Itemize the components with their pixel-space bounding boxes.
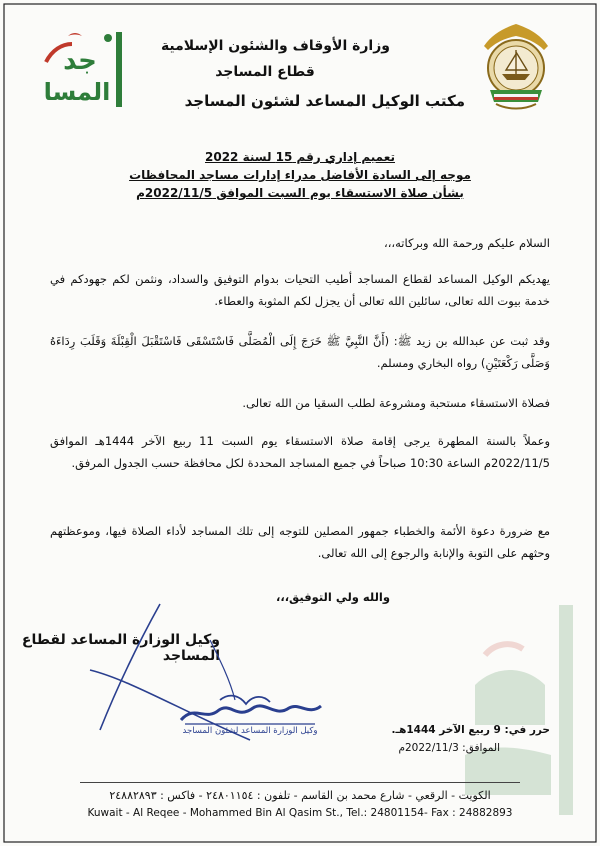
greeting: السلام عليكم ورحمة الله وبركاته،،، [384, 236, 550, 250]
stamp-caption: وكيل الوزارة المساعد لشئون المساجد [182, 726, 318, 736]
hijri-date: حرر في: 9 ربيع الآخر 1444هـ. [391, 724, 550, 736]
paragraph-hadith: وقد ثبت عن عبدالله بن زيد ﷺ: (أَنَّ النَّبِيَّ ﷺ خَرَجَ إِلَى الْمُصَلَّى فَاسْتَسْقَى فَاسْتَقْبَلَ الْقِبْلَةَ وَقَلَبَ رِدَاءَهُ وَصَلَّى رَكْعَتَيْنِ) رواه البخاري ومسلم. [50, 334, 550, 370]
official-stamp [175, 700, 325, 740]
logo-word-top: جد [63, 46, 97, 76]
kuwait-emblem-icon [478, 20, 554, 114]
footer-address-english: Kuwait - Al Reqee - Mohammed Bin Al Qasim St., Tel.: 24801154- Fax : 24882893 [87, 807, 513, 819]
closing-phrase: والله ولي التوفيق،،، [275, 590, 390, 604]
signatory-title: وكيل الوزارة المساعد لقطاع المساجد [21, 632, 220, 664]
paragraph-ruling: فصلاة الاستسقاء مستحبة ومشروعة لطلب السقيا من الله تعالى. [242, 396, 550, 410]
footer-divider [80, 782, 520, 783]
ministry-name: وزارة الأوقاف والشئون الإسلامية [160, 38, 390, 54]
paragraph-instruction: وعملاً بالسنة المطهرة يرجى إقامة صلاة الاستسقاء يوم السبت 11 ربيع الآخر 1444هـ الموافق 2022/11/5م الساعة 10:30 صباحاً في جميع المساجد المحددة لكل محافظة حسب الجدول المرفق. [50, 434, 550, 470]
circular-subject: بشأن صلاة الاستسقاء يوم السبت الموافق 2022/11/5م [136, 186, 464, 200]
masajid-logo [38, 22, 133, 117]
gregorian-date: الموافق: 2022/11/3م [398, 742, 500, 754]
circular-title: تعميم إداري رقم 15 لسنة 2022 [205, 150, 395, 164]
paragraph-intro: يهديكم الوكيل المساعد لقطاع المساجد أطيب التحيات بدوام التوفيق والسداد، ونثمن لكم جهودكم في خدمة بيوت الله تعالى، سائلين الله تعالى أن يجزل لكم المثوبة والعطاء. [50, 272, 550, 308]
footer-address-arabic: الكويت - الرقعي - شارع محمد بن القاسم - تلفون : ٢٤٨٠١١٥٤ - فاكس : ٢٤٨٨٢٨٩٣ [109, 789, 491, 802]
stamp-calligraphy-icon [175, 700, 325, 726]
office-name: مكتب الوكيل المساعد لشئون المساجد [184, 92, 465, 110]
paragraph-exhortation: مع ضرورة دعوة الأئمة والخطباء جمهور المصلين للتوجه إلى تلك المساجد لأداء الصلاة فيها، وموعظتهم وحثهم على التوبة والإنابة والرجوع إلى الله تعالى. [50, 524, 550, 560]
sector-name: قطاع المساجد [215, 64, 315, 80]
logo-word-bottom: المسا [43, 78, 111, 106]
circular-recipients: موجه إلى السادة الأفاضل مدراء إدارات مساجد المحافظات [129, 168, 471, 182]
